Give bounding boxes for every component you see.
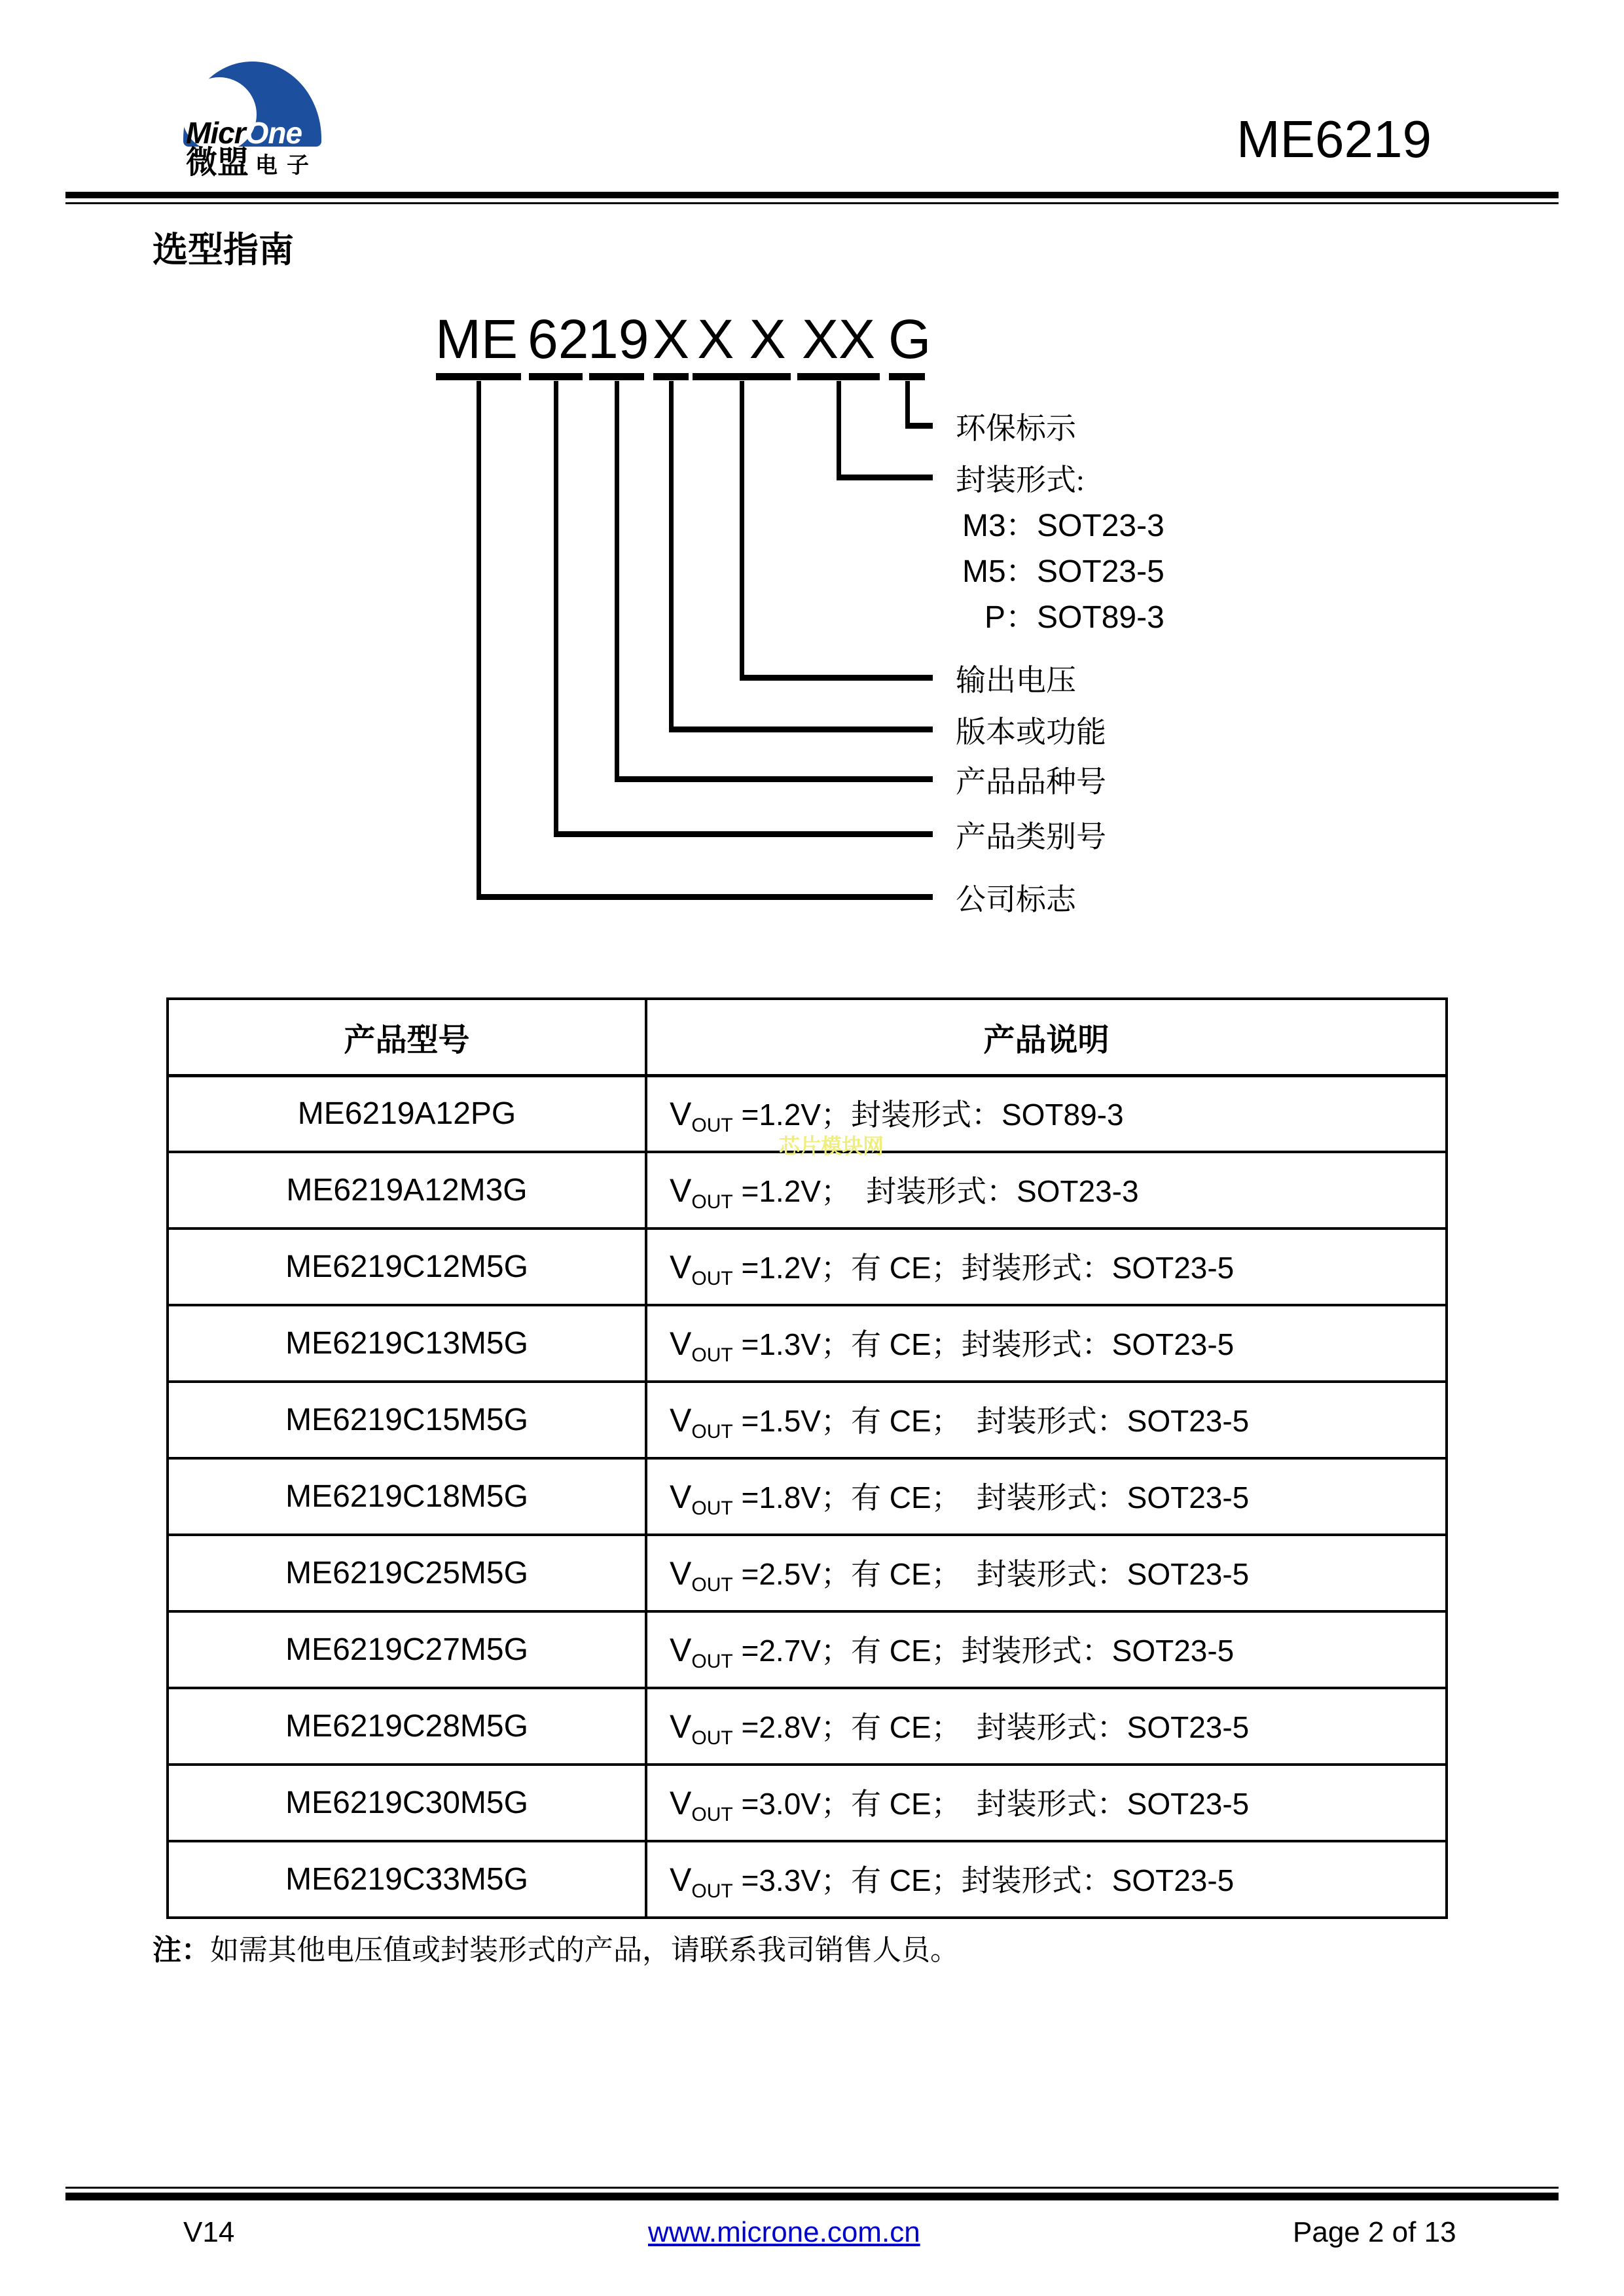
code-segment-xx-package: XX <box>801 308 876 370</box>
table-note <box>153 1932 959 1969</box>
vout-symbol: V <box>670 1708 692 1745</box>
label-company-mark: 公司标志 <box>956 883 1076 916</box>
connector-green-hline <box>905 423 933 429</box>
vout-subscript: OUT <box>691 1420 733 1443</box>
code-segment-62: 62 <box>528 308 589 370</box>
vout-subscript: OUT <box>691 1344 733 1366</box>
label-package-option-p <box>962 597 1164 639</box>
package-value-m5: SOT23-5 <box>1037 554 1164 589</box>
column-header-model: 产品型号 <box>168 999 646 1075</box>
package-colon-m5: ： <box>1005 554 1038 589</box>
model-number: ME6219C25M5G <box>285 1556 528 1590</box>
package-code-m5: M5 <box>962 554 1006 589</box>
model-number: ME6219A12PG <box>297 1096 516 1132</box>
vout-symbol: V <box>670 1631 692 1668</box>
table-row <box>168 1841 1447 1918</box>
label-output-voltage: 输出电压 <box>956 664 1076 697</box>
vout-subscript: OUT <box>691 1573 733 1596</box>
code-segment-19: 19 <box>588 308 649 370</box>
label-product-category: 产品类别号 <box>956 820 1106 853</box>
vout-symbol: V <box>670 1095 692 1132</box>
description-text: =1.2V；封装形式：SOT89-3 <box>732 1097 1124 1132</box>
model-number: ME6219C30M5G <box>285 1785 528 1820</box>
table-row <box>168 1305 1447 1382</box>
cell-model <box>168 1075 646 1152</box>
cell-description <box>646 1535 1447 1611</box>
site-watermark: 芯片模块网 <box>779 1134 884 1158</box>
product-table-body <box>168 1075 1447 1918</box>
package-code-p: P <box>984 600 1005 635</box>
package-value-m3: SOT23-3 <box>1037 509 1164 543</box>
underline-62 <box>529 373 583 380</box>
code-segment-xx-voltage: X X <box>697 308 786 370</box>
description-text: =3.0V；有 CE； 封装形式：SOT23-5 <box>732 1786 1250 1821</box>
vout-symbol: V <box>670 1861 692 1898</box>
table-row <box>168 1688 1447 1765</box>
cell-model <box>168 1765 646 1841</box>
cell-description <box>646 1611 1447 1688</box>
logo-text-micr: Micr <box>186 116 245 150</box>
underline-x1 <box>653 373 689 380</box>
underline-me <box>436 373 521 380</box>
table-row <box>168 1152 1447 1229</box>
table-header-row <box>168 999 1447 1075</box>
underline-19 <box>589 373 644 380</box>
code-segment-me: ME <box>435 308 518 370</box>
connector-voltage-hline <box>740 675 933 681</box>
cell-model <box>168 1382 646 1458</box>
column-header-description: 产品说明 <box>646 999 1447 1075</box>
cell-model <box>168 1688 646 1765</box>
vout-subscript: OUT <box>691 1727 733 1749</box>
connector-green-vline <box>905 381 910 423</box>
package-value-p: SOT89-3 <box>1037 600 1164 635</box>
vout-subscript: OUT <box>691 1114 733 1136</box>
vout-subscript: OUT <box>691 1191 733 1213</box>
label-product-variety: 产品品种号 <box>956 765 1106 798</box>
logo-cn-small: 电子 <box>255 154 319 178</box>
model-number: ME6219C28M5G <box>285 1709 528 1744</box>
logo-text-one: One <box>245 116 302 150</box>
label-package-type: 封装形式: <box>956 463 1085 497</box>
table-row <box>168 1229 1447 1305</box>
table-row <box>168 1535 1447 1611</box>
description-text: =3.3V；有 CE；封装形式：SOT23-5 <box>732 1863 1235 1897</box>
vout-symbol: V <box>670 1554 692 1592</box>
vout-symbol: V <box>670 1325 692 1362</box>
footer-page-number: Page 2 of 13 <box>1293 2216 1456 2248</box>
model-number: ME6219C18M5G <box>285 1479 528 1514</box>
connector-company-vline <box>477 381 481 894</box>
cell-description <box>646 1075 1447 1152</box>
vout-subscript: OUT <box>691 1803 733 1825</box>
description-text: =1.2V；有 CE；封装形式：SOT23-5 <box>732 1250 1235 1285</box>
document-title: ME6219 <box>1236 110 1432 168</box>
connector-category-vline <box>554 381 558 831</box>
microne-logo-chinese <box>186 147 356 179</box>
logo-cn-large: 微盟 <box>186 145 249 180</box>
note-prefix: 注： <box>153 1934 210 1966</box>
code-segment-g: G <box>888 308 931 370</box>
code-segment-x1: X <box>652 308 690 370</box>
cell-model <box>168 1841 646 1918</box>
table-row <box>168 1458 1447 1535</box>
label-package-option-m5 <box>962 551 1164 593</box>
package-colon-m3: ： <box>1005 509 1038 543</box>
vout-symbol: V <box>670 1172 692 1209</box>
model-number: ME6219C33M5G <box>285 1862 528 1897</box>
header-rule-thick <box>65 192 1559 198</box>
label-version-function: 版本或功能 <box>956 715 1106 749</box>
cell-model <box>168 1535 646 1611</box>
vout-symbol: V <box>670 1478 692 1515</box>
microne-logo-wordmark <box>186 118 356 148</box>
cell-model <box>168 1152 646 1229</box>
cell-description <box>646 1765 1447 1841</box>
table-row <box>168 1765 1447 1841</box>
model-number: ME6219C13M5G <box>285 1326 528 1361</box>
description-text: =2.5V；有 CE； 封装形式：SOT23-5 <box>732 1556 1250 1591</box>
description-text: =1.2V； 封装形式：SOT23-3 <box>732 1174 1139 1208</box>
vout-symbol: V <box>670 1248 692 1285</box>
label-package-option-m3 <box>962 505 1164 547</box>
note-text: 如需其他电压值或封装形式的产品，请联系我司销售人员。 <box>210 1934 959 1966</box>
package-code-m3: M3 <box>962 509 1006 543</box>
cell-description <box>646 1152 1447 1229</box>
footer-rule-thin <box>65 2187 1559 2189</box>
cell-description <box>646 1688 1447 1765</box>
description-text: =1.3V；有 CE；封装形式：SOT23-5 <box>732 1327 1235 1361</box>
underline-xx-voltage <box>693 373 791 380</box>
underline-xx-package <box>797 373 880 380</box>
vout-symbol: V <box>670 1401 692 1439</box>
cell-model <box>168 1305 646 1382</box>
footer-rule-thick <box>65 2193 1559 2200</box>
connector-package-hline <box>837 475 933 480</box>
table-row <box>168 1382 1447 1458</box>
cell-description <box>646 1458 1447 1535</box>
cell-model <box>168 1611 646 1688</box>
model-number: ME6219C27M5G <box>285 1632 528 1667</box>
cell-model <box>168 1458 646 1535</box>
label-green-mark: 环保标示 <box>956 412 1076 445</box>
header-rule-thin <box>65 202 1559 204</box>
connector-package-vline <box>837 381 841 475</box>
underline-g <box>889 373 925 380</box>
cell-description <box>646 1841 1447 1918</box>
connector-voltage-vline <box>740 381 744 675</box>
vout-subscript: OUT <box>691 1650 733 1672</box>
connector-variety-hline <box>615 776 933 782</box>
table-head <box>168 999 1447 1075</box>
connector-category-hline <box>554 831 933 837</box>
connector-version-vline <box>669 381 674 726</box>
vout-subscript: OUT <box>691 1267 733 1289</box>
footer-version: V14 <box>183 2216 235 2248</box>
cell-model <box>168 1229 646 1305</box>
vout-subscript: OUT <box>691 1497 733 1519</box>
description-text: =2.7V；有 CE；封装形式：SOT23-5 <box>732 1633 1235 1668</box>
package-colon-p: ： <box>1005 600 1038 635</box>
model-number: ME6219C15M5G <box>285 1403 528 1437</box>
cell-description <box>646 1229 1447 1305</box>
vout-symbol: V <box>670 1784 692 1821</box>
footer-website-link[interactable]: www.microne.com.cn <box>648 2216 920 2248</box>
cell-description <box>646 1382 1447 1458</box>
cell-description <box>646 1305 1447 1382</box>
model-number: ME6219C12M5G <box>285 1249 528 1284</box>
section-title: 选型指南 <box>153 230 294 270</box>
description-text: =1.5V；有 CE； 封装形式：SOT23-5 <box>732 1403 1250 1438</box>
connector-variety-vline <box>615 381 619 776</box>
connector-company-hline <box>477 894 933 900</box>
model-number: ME6219A12M3G <box>286 1173 528 1208</box>
description-text: =1.8V；有 CE； 封装形式：SOT23-5 <box>732 1480 1250 1515</box>
table-row <box>168 1611 1447 1688</box>
vout-subscript: OUT <box>691 1880 733 1902</box>
connector-version-hline <box>669 726 933 732</box>
description-text: =2.8V；有 CE； 封装形式：SOT23-5 <box>732 1710 1250 1744</box>
